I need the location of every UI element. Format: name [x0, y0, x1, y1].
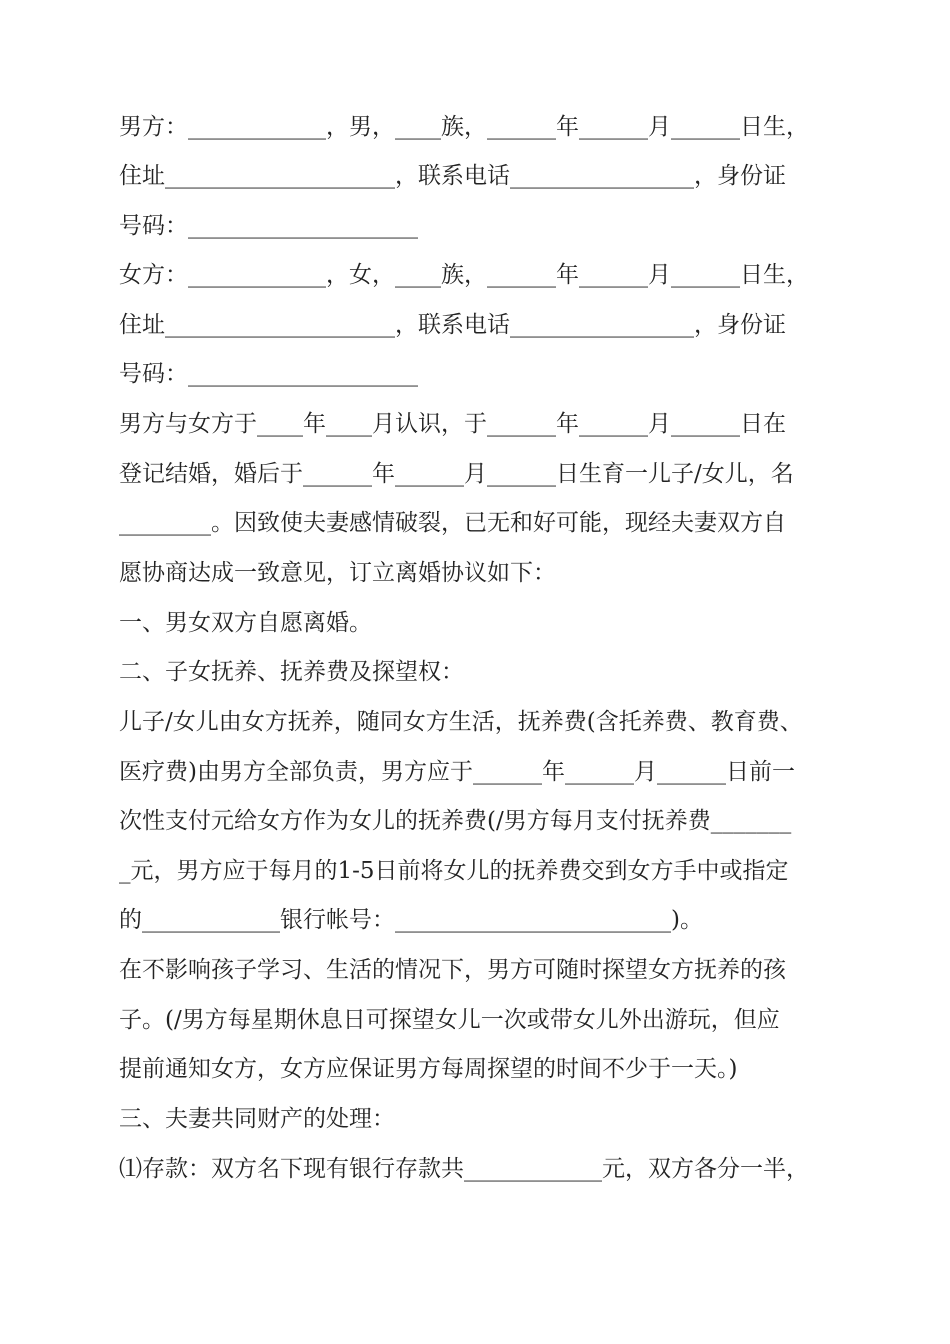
text-line: 医疗费)由男方全部负责，男方应于______年______月______日前一 [119, 759, 795, 785]
text-line: ________。因致使夫妻感情破裂，已无和好可能，现经夫妻双方自 [119, 510, 786, 536]
text-line: 儿子/女儿由女方抚养，随同女方生活，抚养费(含托养费、教育费、 [119, 709, 803, 735]
text-line: 二、子女抚养、抚养费及探望权： [119, 659, 464, 685]
text-line: 住址____________________，联系电话________________，身份证 [119, 312, 786, 338]
text-line: 愿协商达成一致意见，订立离婚协议如下： [119, 560, 556, 586]
text-line: 男方与女方于____年____月认识，于______年______月______日在 [119, 411, 786, 437]
text-line: 男方：____________，男，____族，______年______月______日生， [119, 114, 809, 140]
text-line: 次性支付元给女方作为女儿的抚养费(/男方每月支付抚养费_______ [119, 808, 792, 834]
text-line: 号码：____________________ [119, 361, 418, 387]
text-line: 在不影响孩子学习、生活的情况下，男方可随时探望女方抚养的孩 [119, 957, 786, 983]
text-line: 女方：____________，女，____族，______年______月______日生， [119, 262, 809, 288]
text-line: _元，男方应于每月的1-5日前将女儿的抚养费交到女方手中或指定 [119, 858, 789, 884]
text-line: 一、男女双方自愿离婚。 [119, 610, 372, 636]
text-line: 三、夫妻共同财产的处理： [119, 1106, 395, 1132]
text-line: 的____________银行帐号：________________________)。 [119, 907, 703, 933]
text-line: 子。(/男方每星期休息日可探望女儿一次或带女儿外出游玩，但应 [119, 1007, 780, 1033]
text-line: 提前通知女方，女方应保证男方每周探望的时间不少于一天。) [119, 1056, 738, 1082]
text-line: 登记结婚，婚后于______年______月______日生育一儿子/女儿，名 [119, 461, 794, 487]
text-line: ⑴存款：双方名下现有银行存款共____________元，双方各分一半， [119, 1156, 809, 1182]
text-line: 住址____________________，联系电话________________，身份证 [119, 163, 786, 189]
text-line: 号码：____________________ [119, 213, 418, 239]
